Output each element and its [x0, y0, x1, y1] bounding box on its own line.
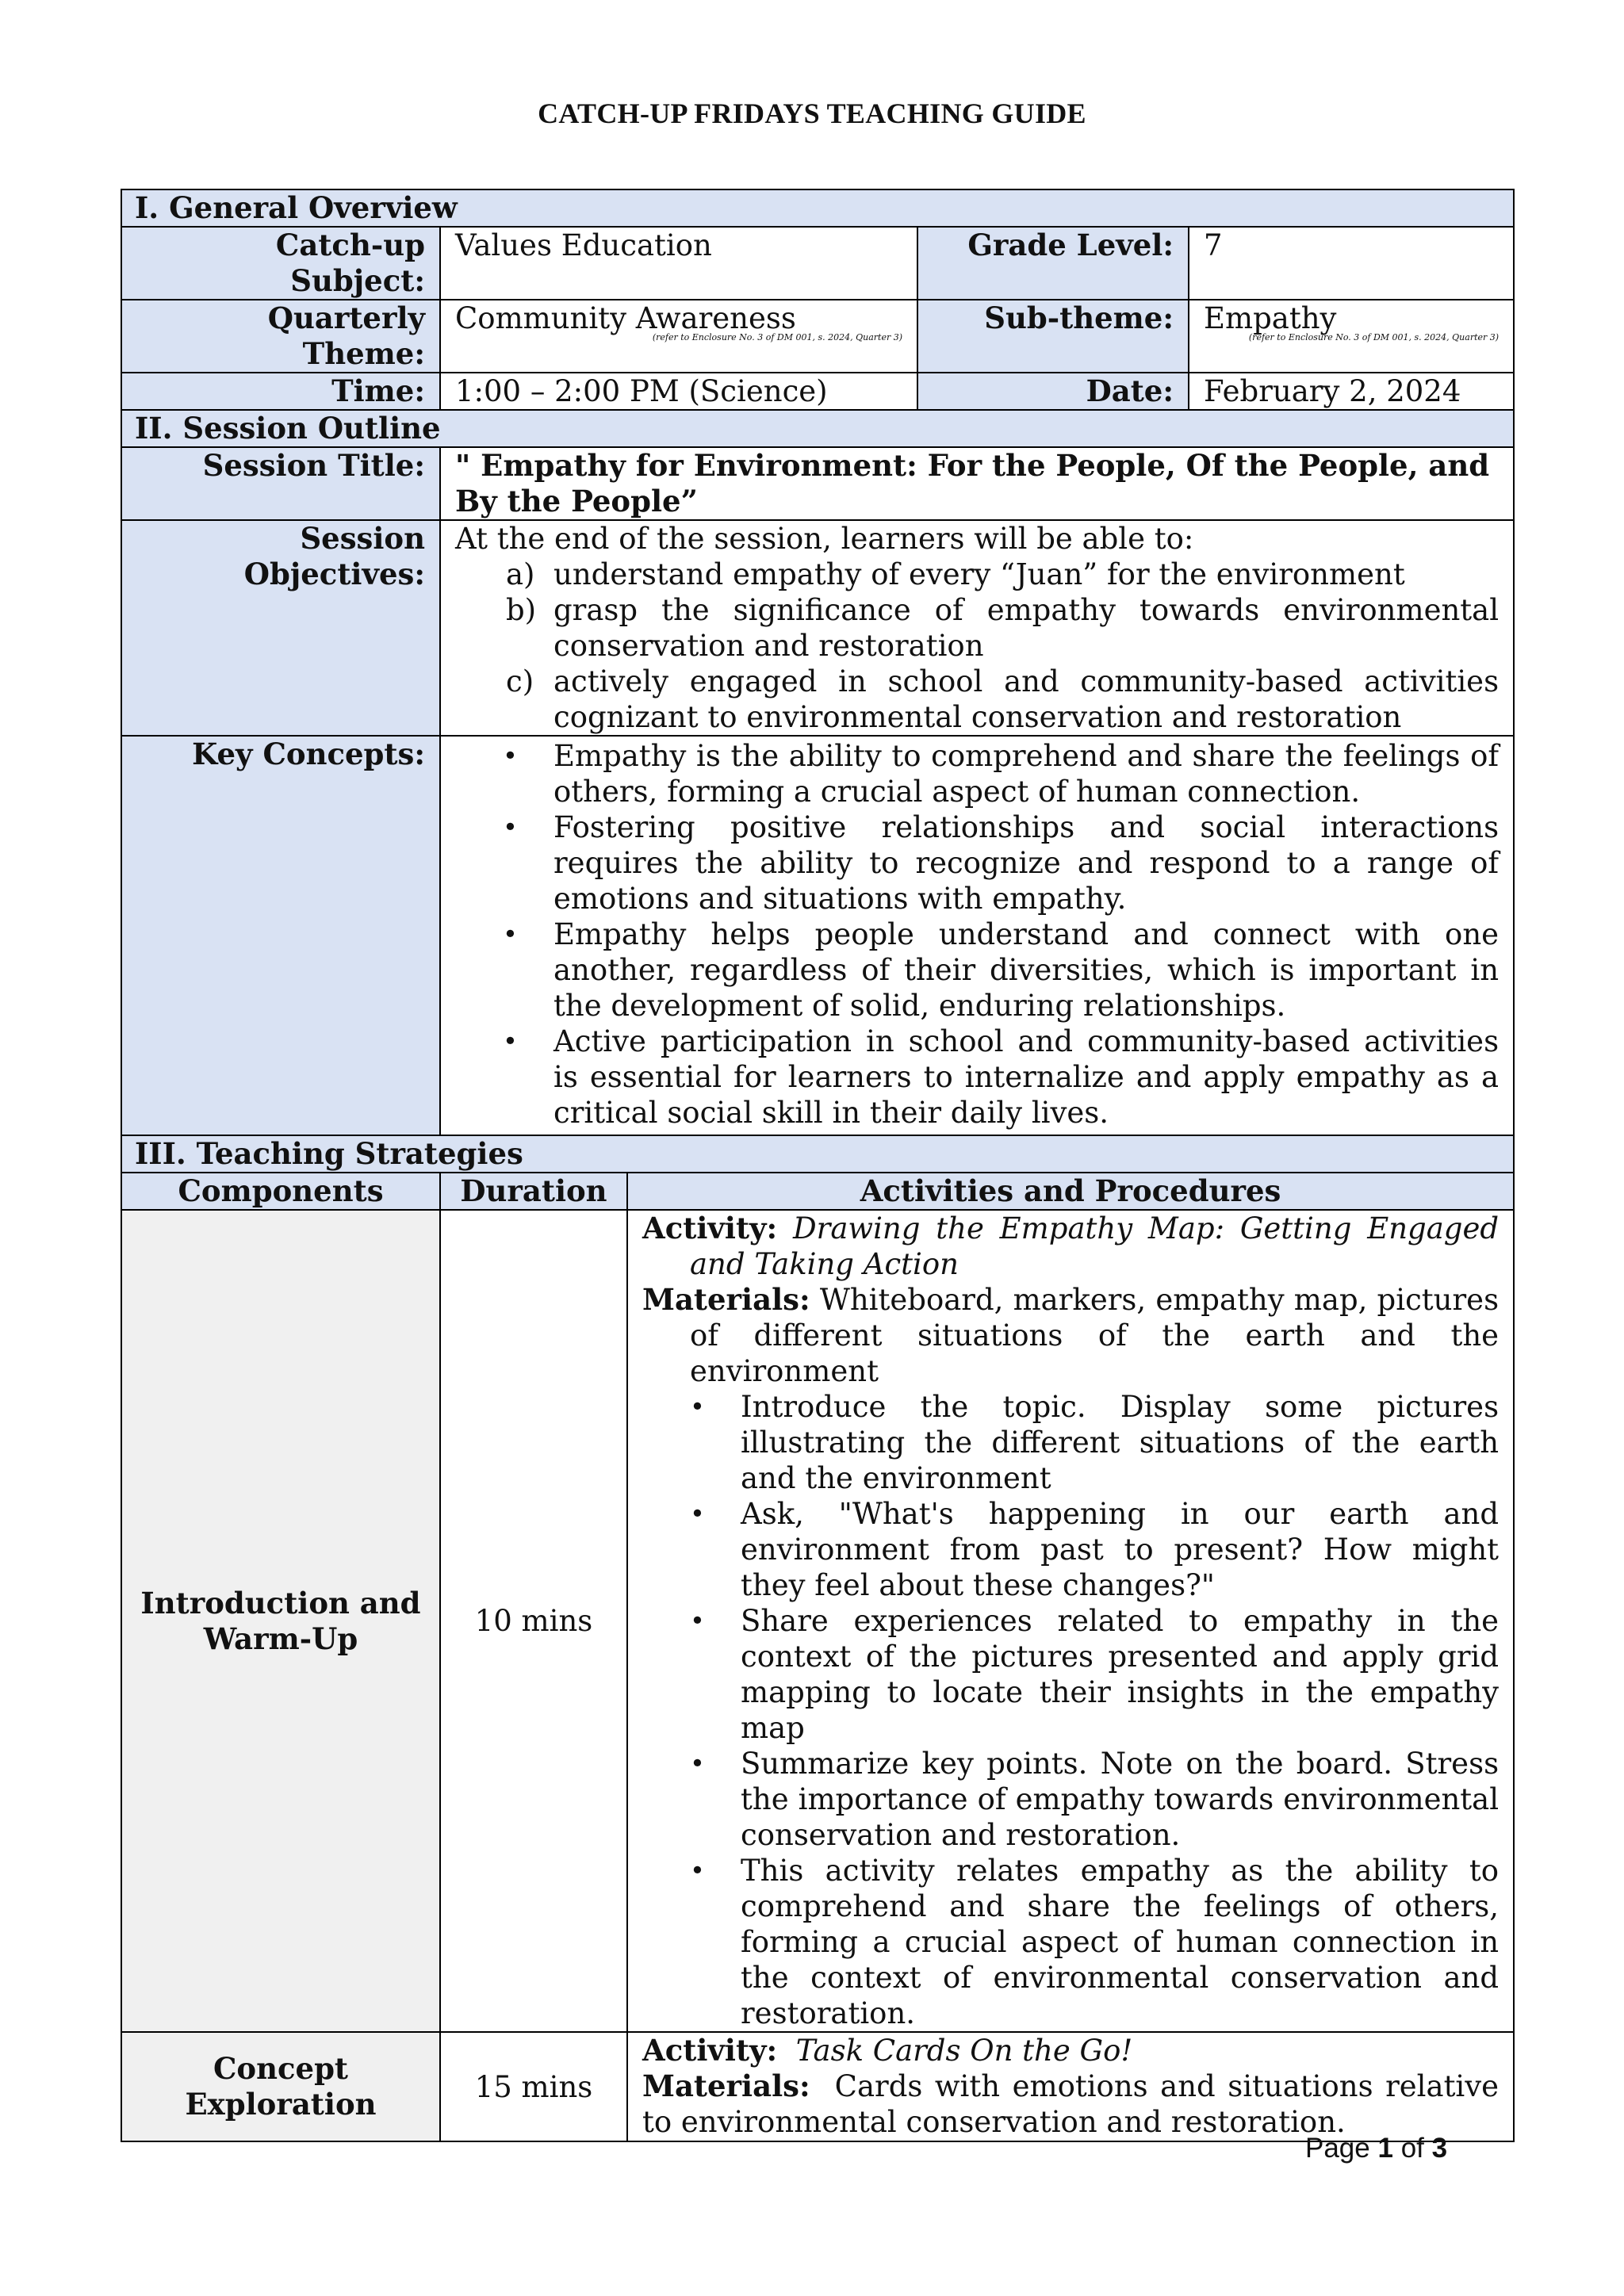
key-concept-item: • Fostering positive relationships and social interactions requires the ability to recognize and respond to a range of emotions and situations with empathy. — [503, 810, 1500, 916]
objective-item: a) understand empathy of every “Juan” for the environment — [506, 557, 1405, 591]
session-title-value: " Empathy for Environment: For the People, Of the People, and By the People” — [440, 447, 1514, 520]
key-concepts-list — [455, 738, 1499, 1131]
objectives-list — [455, 557, 1499, 735]
document-title: CATCH-UP FRIDAYS TEACHING GUIDE — [538, 98, 1086, 129]
subject-value: Values Education — [440, 227, 917, 300]
key-concept-item: • Active participation in school and community-based activities is essential for learners to internalize and apply empathy as a critical social skill in their daily lives. — [503, 1024, 1500, 1130]
col-components: Components — [121, 1173, 440, 1210]
procedure-step: • Summarize key points. Note on the board. Stress the importance of empathy towards environmental conservation and restoration. — [690, 1747, 1500, 1852]
activity-line: Activity: Drawing the Empathy Map: Getting Engaged and Taking Action — [642, 1211, 1500, 1281]
objective-item: b) grasp the significance of empathy towards environmental conservation and restoration — [506, 593, 1500, 663]
procedure-step: • Share experiences related to empathy in the context of the pictures presented and apply grid mapping to locate their insights in the empathy map — [690, 1604, 1500, 1745]
subtheme-label: Sub-theme: — [917, 300, 1189, 373]
materials-line: Materials: Cards with emotions and situations relative to environmental conservation and restoration. — [642, 2068, 1500, 2139]
objectives-label: Session Objectives: — [121, 520, 440, 736]
general-overview-heading: I. General Overview — [121, 189, 1514, 227]
key-concept-item: • Empathy is the ability to comprehend and share the feelings of others, forming a crucial aspect of human connection. — [503, 739, 1500, 809]
key-concepts-cell — [440, 736, 1514, 1135]
session-outline-heading: II. Session Outline — [121, 410, 1514, 447]
subject-label: Catch-up Subject: — [121, 227, 440, 300]
component-concept: Concept Exploration — [121, 2032, 440, 2141]
objectives-intro: At the end of the session, learners will be able to: — [455, 522, 1194, 556]
theme-cell — [440, 300, 917, 373]
objective-item: c) actively engaged in school and community-based activities cognizant to environmental conservation and restoration — [506, 664, 1500, 734]
subtheme-value: Empathy — [1204, 301, 1337, 335]
col-duration: Duration — [440, 1173, 627, 1210]
date-value: February 2, 2024 — [1189, 373, 1514, 410]
procedure-list — [642, 1389, 1499, 2031]
key-concepts-label: Key Concepts: — [121, 736, 440, 1135]
theme-label: Quarterly Theme: — [121, 300, 440, 373]
teaching-strategies-heading: III. Teaching Strategies — [121, 1135, 1514, 1173]
time-value: 1:00 – 2:00 PM (Science) — [440, 373, 917, 410]
duration-concept: 15 mins — [440, 2032, 627, 2141]
date-label: Date: — [917, 373, 1189, 410]
theme-value: Community Awareness — [455, 301, 796, 335]
key-concept-item: • Empathy helps people understand and connect with one another, regardless of their diversities, which is important in the development of solid, enduring relationships. — [503, 917, 1500, 1023]
activities-concept-cell — [627, 2032, 1514, 2141]
component-intro: Introduction and Warm-Up — [121, 1210, 440, 2032]
materials-line: Materials: Whiteboard, markers, empathy map, pictures of different situations of the earth and the environment — [642, 1282, 1500, 1388]
subtheme-cell — [1189, 300, 1514, 373]
page-number: Page 1 of 3 — [1305, 2133, 1448, 2164]
procedure-step: • This activity relates empathy as the ability to comprehend and share the feelings of others, forming a crucial aspect of human connection in the context of environmental conservation and restoration. — [690, 1854, 1500, 2030]
procedure-step: • Ask, "What's happening in our earth and environment from past to present? How might they feel about these changes?" — [690, 1497, 1500, 1602]
duration-intro: 10 mins — [440, 1210, 627, 2032]
objectives-cell — [440, 520, 1514, 736]
col-activities: Activities and Procedures — [627, 1173, 1514, 1210]
procedure-step: • Introduce the topic. Display some pictures illustrating the different situations of the earth and the environment — [690, 1390, 1500, 1495]
grade-value: 7 — [1189, 227, 1514, 300]
session-title-label: Session Title: — [121, 447, 440, 520]
subtheme-reference: (refer to Enclosure No. 3 of DM 001, s. 2024, Quarter 3) — [1248, 332, 1500, 342]
grade-label: Grade Level: — [917, 227, 1189, 300]
theme-reference: (refer to Enclosure No. 3 of DM 001, s. 2024, Quarter 3) — [652, 332, 902, 342]
teaching-guide-table — [121, 189, 1515, 2142]
activity-line: Activity: Task Cards On the Go! — [642, 2033, 1133, 2068]
time-label: Time: — [121, 373, 440, 410]
activities-intro-cell — [627, 1210, 1514, 2032]
